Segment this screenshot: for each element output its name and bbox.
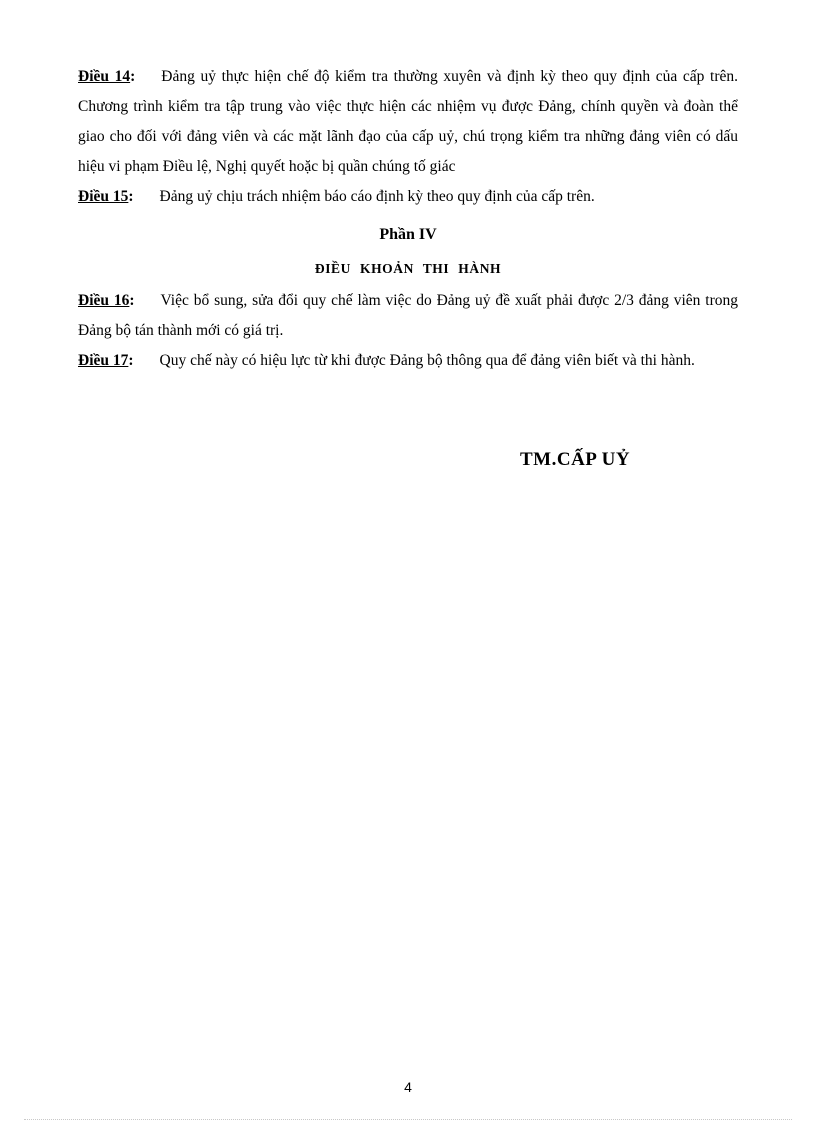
document-body	[78, 62, 738, 376]
article-15-label: Điều 15	[78, 188, 129, 205]
article-14-label: Điều 14	[78, 68, 131, 85]
article-17-text: Quy chế này có hiệu lực từ khi được Đảng bộ thông qua để đảng viên biết và thi hành.	[159, 352, 695, 369]
article-16-colon: :	[129, 292, 135, 309]
article-14-colon: :	[130, 68, 136, 85]
section-subtitle: ĐIỀU KHOẢN THI HÀNH	[314, 261, 502, 276]
article-14-text: Đảng uỷ thực hiện chế độ kiểm tra thường xuyên và định kỳ theo quy định của cấp trên. Chương trình kiểm tra tập trung vào việc thực hiện các nhiệm vụ được Đảng, chính quyền và đoàn thể giao cho đối với đảng viên và các mặt lãnh đạo của cấp uỷ, chú trọng kiểm tra những đảng viên có dấu hiệu vi phạm Điều lệ, Nghị quyết hoặc bị quần chúng tố giác	[78, 68, 739, 175]
article-16	[78, 286, 738, 346]
page-number: 4	[404, 1079, 412, 1095]
signature-block: TM.CẤP UỶ	[520, 449, 631, 470]
article-14	[78, 62, 738, 182]
article-17-colon: :	[128, 352, 134, 369]
article-15	[78, 182, 738, 212]
section-title: Phần IV	[379, 226, 437, 243]
article-15-text: Đảng uỷ chịu trách nhiệm báo cáo định kỳ theo quy định của cấp trên.	[159, 188, 595, 205]
page-bottom-rule	[24, 1119, 792, 1120]
article-17	[78, 346, 738, 376]
article-15-colon: :	[128, 188, 134, 205]
article-16-text: Việc bổ sung, sửa đổi quy chế làm việc do Đảng uỷ đề xuất phải được 2/3 đảng viên trong Đảng bộ tán thành mới có giá trị.	[78, 292, 738, 339]
article-17-label: Điều 17	[78, 352, 129, 369]
article-16-label: Điều 16	[78, 292, 130, 309]
